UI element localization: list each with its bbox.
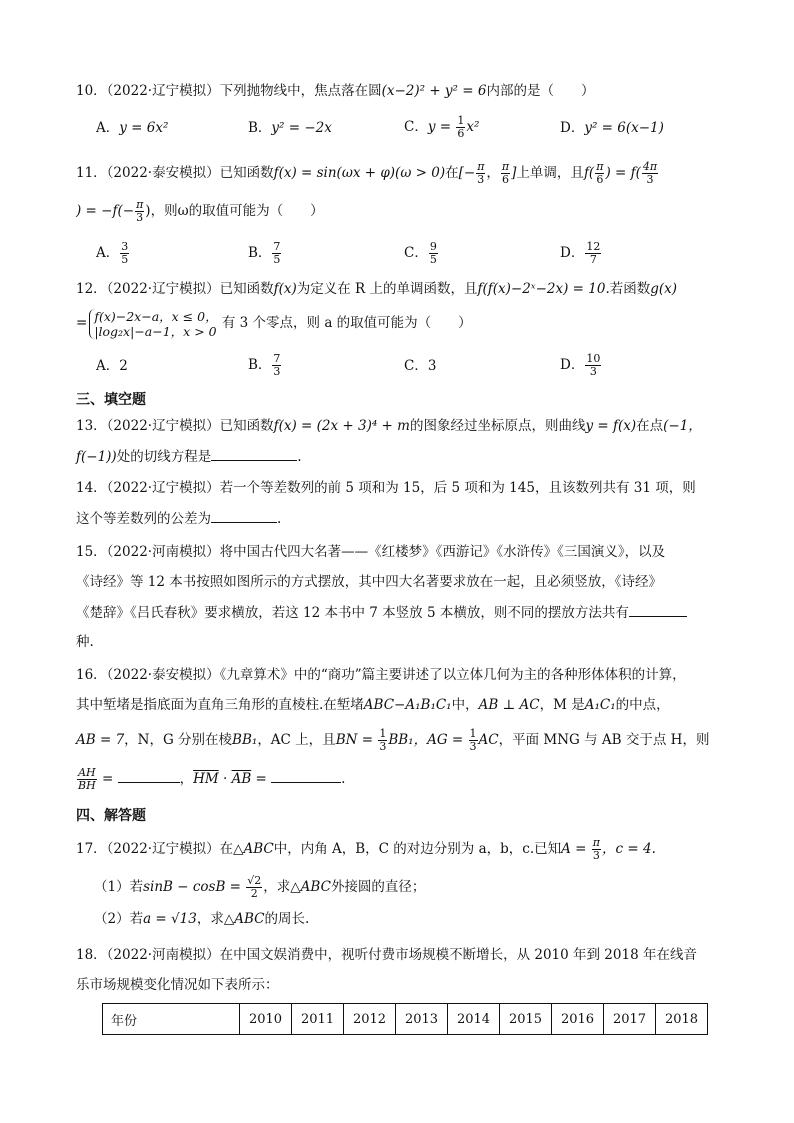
q16-one-a: 1 (379, 727, 387, 740)
table-header-year: 年份 (103, 1004, 240, 1035)
q11-f-close: ) (605, 165, 611, 181)
q11-frac-pi3b (135, 199, 144, 224)
q11-pi-b: π (501, 160, 510, 173)
q16-end: . (341, 771, 346, 787)
q10-option-a-expr: y = 6x² (119, 120, 169, 136)
q16-prism: ABC−A₁B₁C₁ (363, 697, 452, 713)
q16-text-g: ，平面 MNG 与 AB 交于点 H，则 (498, 732, 710, 748)
q11-option-a-num: 3 (121, 240, 129, 253)
q11-option-b-num: 7 (273, 240, 281, 253)
q15-line3 (76, 602, 687, 623)
table-cell-year: 2011 (292, 1004, 344, 1035)
q10-option-b-label: B． (248, 120, 272, 136)
q11-pi-d: π (136, 198, 144, 211)
q16-ah: AH (78, 766, 96, 779)
q12-option-b-frac (272, 353, 281, 378)
q17-p2-expr: a = √13 (143, 911, 197, 927)
table-cell-year: 2010 (240, 1004, 292, 1035)
q16-ab7: AB = 7 (76, 732, 125, 748)
q12-gx: g(x) (650, 281, 678, 297)
q17-text-a: 17．（2022·辽宁模拟）在 (76, 841, 234, 857)
q15-answer-blank[interactable] (629, 602, 687, 617)
q10-option-b-expr: y² = −2x (271, 120, 332, 136)
q11-option-a (96, 238, 130, 268)
q13-text-c: 在点 (636, 418, 664, 434)
q16-answer-blank-1[interactable] (118, 768, 180, 783)
q16-frac-third-b (469, 728, 478, 753)
q16-text-f: ，AC 上，且 (257, 732, 336, 748)
q17-p2-label: （2）若 (94, 911, 144, 927)
q11-option-c-frac (429, 241, 438, 266)
q11-frac-pi6 (501, 161, 510, 186)
q10-option-c-label: C． (404, 119, 428, 135)
q14-line2 (76, 508, 281, 529)
q11-option-d-frac (585, 241, 601, 266)
q12-text-a: 12．（2022·辽宁模拟）已知函数 (76, 281, 274, 297)
q12-option-c-expr: 3 (427, 358, 437, 374)
q13-curve: y = f(x) (585, 418, 637, 434)
q10-option-a (96, 118, 168, 138)
q14-line1: 14．（2022·辽宁模拟）若一个等差数列的前 5 项和为 15，后 5 项和为 145，且该数列共有 31 项，则 (76, 480, 696, 496)
q13-end: . (297, 449, 302, 465)
q16-line4 (76, 764, 345, 794)
q11-option-b-label: B． (248, 245, 272, 261)
q16-line1: 16．（2022·泰安模拟）《九章算术》中的“商功”篇主要讲述了以立体几何为主的各种形体体积的计算， (76, 667, 686, 683)
q17-pi: π (592, 836, 601, 849)
q10-option-c-den: 6 (457, 127, 465, 140)
q11-in: 在 (445, 165, 459, 181)
q13-line1 (76, 416, 702, 436)
q13-func: f(x) = (2x + 3)⁴ + m (273, 418, 410, 434)
q17-three: 3 (592, 849, 600, 862)
q15-line1: 15．（2022·河南模拟）将中国古代四大名著——《红楼梦》《西游记》《水浒传》《三国演义》，以及 (76, 544, 666, 560)
q10-option-d (560, 118, 664, 138)
table-cell-year: 2012 (344, 1004, 396, 1035)
q11-comma: ， (486, 165, 500, 181)
q12-option-b-num: 7 (273, 352, 281, 365)
q11-four-pi: 4π (642, 160, 658, 173)
q10-option-c-num: 1 (457, 114, 465, 127)
q10-option-c (404, 112, 479, 142)
q17-triangle: △ABC (233, 841, 274, 857)
q12-text-c: 若函数 (609, 281, 651, 297)
q17-sqrt2: √2 (247, 874, 262, 887)
q12-option-b-den: 3 (273, 365, 281, 378)
q12-option-a-label: A． (96, 358, 120, 374)
q12-case1: f(x)−2x−a，x ≤ 0， (94, 308, 218, 324)
q16-text-e: ，N，G 分别在棱 (124, 732, 233, 748)
q10-option-a-label: A． (96, 120, 120, 136)
q16-vec-ab: $\overline{AB}$ (231, 771, 252, 787)
q18-table (102, 1003, 708, 1035)
q11-stem-line2 (76, 196, 324, 226)
q16-text-a: 其中堑堵是指底面为直角三角形的直棱柱.在堑堵 (76, 697, 364, 713)
table-cell-year: 2017 (604, 1004, 656, 1035)
q11-line2-b: )，则ω的取值可能为（ ） (145, 203, 324, 219)
table-cell-year: 2015 (500, 1004, 552, 1035)
q17-triangle-b: △ABC (290, 879, 331, 895)
q10-stem (76, 81, 594, 101)
q18-line1: 18．（2022·河南模拟）在中国文娱消费中，视听付费市场规模不断增长，从 2010 年到 2018 年在线音 (76, 947, 697, 963)
q12-case2: |log₂x|−a−1，x > 0 (94, 323, 217, 339)
q16-answer-blank-2[interactable] (271, 768, 341, 783)
q12-option-a (96, 356, 128, 376)
q12-cond: f(f(x)−2ˣ−2x) = 10. (477, 281, 610, 297)
q11-six-a: 6 (502, 173, 510, 186)
q17-text-b: 中，内角 A，B，C 的对边分别为 a，b，c.已知 (273, 841, 562, 857)
q12-text-b: 为定义在 R 上的单调函数，且 (296, 281, 478, 297)
q17-p2-c: 的周长. (264, 911, 310, 927)
q17-line1 (76, 834, 656, 864)
q10-option-c-frac (456, 115, 465, 140)
q10-option-c-pre: y = (427, 119, 456, 135)
q13-answer-blank[interactable] (211, 446, 297, 461)
q16-perp: AB ⊥ AC (478, 697, 540, 713)
q12-eq: = (76, 315, 88, 331)
q13-line2 (76, 446, 302, 467)
q12-option-d-frac (585, 353, 601, 378)
q12-piecewise (89, 309, 217, 339)
q16-three-b: 3 (469, 740, 477, 753)
q13-text-a: 13．（2022·辽宁模拟）已知函数 (76, 418, 274, 434)
q11-option-a-label: A． (96, 245, 120, 261)
q17-c4: ，c = 4. (602, 841, 656, 857)
q11-func: f(x) = sin(ωx + φ)(ω > 0) (273, 165, 446, 181)
q11-option-c-label: C． (404, 245, 428, 261)
q11-option-c-den: 5 (429, 253, 437, 266)
q10-text-b: 内部的是（ ） (486, 83, 595, 99)
q11-text-a: 11．（2022·泰安模拟）已知函数 (76, 165, 274, 181)
q10-circle-eq: (x−2)² + y² = 6 (381, 83, 487, 99)
q12-stem-line2 (76, 303, 472, 343)
q12-option-d (560, 350, 602, 380)
table-cell-year: 2018 (656, 1004, 708, 1035)
q16-text-b: 中， (451, 697, 479, 713)
q16-frac-third-a (378, 728, 387, 753)
q10-option-b (248, 118, 332, 138)
q11-pi-c: π (596, 160, 604, 173)
q11-option-c-num: 9 (429, 240, 437, 253)
q17-frac-sqrt2 (246, 875, 262, 900)
q17-p1-label: （1）若 (94, 879, 144, 895)
q11-f-pre: f( (583, 165, 595, 181)
q12-option-c (404, 356, 436, 376)
q11-option-b-den: 5 (273, 253, 281, 266)
q11-eq: = f( (610, 165, 641, 181)
q11-option-b (248, 238, 282, 268)
q11-six-b: 6 (596, 173, 604, 186)
q11-option-a-den: 5 (121, 253, 129, 266)
q15-line2: 《诗经》等 12 本书按照如图所示的方式摆放，其中四大名著要求放在一起，且必须竖放，《诗经》 (76, 574, 663, 590)
q15-line4: 种. (76, 634, 94, 650)
q17-p2-b: ，求 (196, 911, 224, 927)
q16-bn: BN = (335, 732, 378, 748)
q11-option-d-den: 7 (589, 253, 597, 266)
table-cell-year: 2013 (396, 1004, 448, 1035)
q11-line2-a: ) = −f(− (76, 203, 135, 219)
q11-option-c (404, 238, 439, 268)
q16-line3 (76, 725, 709, 755)
q11-option-d-num: 12 (586, 240, 601, 253)
q17-p1-b: ，求 (263, 879, 291, 895)
q16-frac-ahbh (77, 767, 97, 792)
q16-eq-b: = (251, 771, 272, 787)
q11-frac-4pi3 (642, 161, 658, 186)
q12-option-b (248, 350, 282, 380)
q16-line2 (76, 695, 670, 715)
q16-one-b: 1 (469, 727, 477, 740)
q11-option-d-label: D． (560, 245, 585, 261)
q11-stem (76, 156, 659, 190)
q16-ag: ，AG = (413, 732, 468, 748)
q16-bb1b: BB₁ (388, 732, 414, 748)
q12-option-d-den: 3 (589, 365, 597, 378)
q17-triangle-c: △ABC (223, 911, 265, 927)
q12-text-d: 有 3 个零点，则 a 的取值可能为（ ） (221, 315, 472, 331)
q11-option-d (560, 238, 602, 268)
q11-frac-pi3 (476, 161, 485, 186)
q16-a1c1: A₁C₁ (584, 697, 616, 713)
q10-option-d-label: D． (560, 120, 585, 136)
q11-interval-pre: [− (458, 165, 476, 181)
q11-option-b-frac (272, 241, 281, 266)
q17-p1-expr: sinB − cosB = (143, 879, 246, 895)
q16-bb1: BB₁ (232, 732, 258, 748)
section-heading-fill-blank: 三、填空题 (76, 392, 146, 408)
q17-a-eq: A = (561, 841, 591, 857)
q12-option-c-label: C． (404, 358, 428, 374)
q10-text-a: 10．（2022·辽宁模拟）下列抛物线中，焦点落在圆 (76, 83, 382, 99)
q12-stem (76, 279, 677, 299)
q11-interval-post: ] (511, 165, 517, 181)
q13-text-d: 处的切线方程是 (116, 449, 212, 465)
q14-end: . (277, 511, 282, 527)
section-heading-answer: 四、解答题 (76, 808, 146, 824)
q13-text-b: 的图象经过坐标原点，则曲线 (409, 418, 586, 434)
q11-three-c: 3 (136, 211, 144, 224)
q11-option-a-frac (120, 241, 129, 266)
q11-pi-a: π (477, 160, 485, 173)
q16-three-a: 3 (379, 740, 387, 753)
q11-text-b: 上单调，且 (516, 165, 584, 181)
q16-text-d: 的中点， (615, 697, 670, 713)
q12-option-a-expr: 2 (119, 358, 128, 374)
q13-point-b: f(−1)) (76, 449, 117, 465)
q11-three-b: 3 (646, 173, 654, 186)
table-cell-year: 2014 (448, 1004, 500, 1035)
q10-option-c-post: x² (466, 119, 480, 135)
q17-part1 (94, 872, 425, 902)
q16-ac: AC (478, 732, 499, 748)
q17-part2 (94, 909, 309, 929)
q16-sep: ， (179, 771, 194, 787)
q12-option-b-label: B． (248, 357, 272, 373)
q15-text: 《楚辞》《吕氏春秋》要求横放，若这 12 本书中 7 本竖放 5 本横放，则不同的摆放方法共有 (76, 605, 629, 621)
q18-line2: 乐市场规模变化情况如下表所示： (76, 977, 279, 993)
q12-option-d-label: D． (560, 357, 585, 373)
q13-point: (−1， (663, 418, 702, 434)
q12-fx: f(x) (273, 281, 297, 297)
q16-dot: · (218, 771, 232, 787)
q16-vec-hm: $\overline{HM}$ (193, 771, 219, 787)
q16-bh: BH (78, 779, 96, 792)
q12-option-d-num: 10 (586, 352, 601, 365)
table-row (103, 1004, 708, 1035)
q11-frac-pi6b (595, 161, 604, 186)
q10-option-d-expr: y² = 6(x−1) (584, 120, 664, 136)
q16-eq: = (97, 771, 118, 787)
table-cell-year: 2016 (552, 1004, 604, 1035)
q17-frac-pi3 (592, 837, 601, 862)
q17-two: 2 (250, 887, 258, 900)
q11-three-a: 3 (477, 173, 485, 186)
q17-p1-c: 外接圆的直径； (330, 879, 426, 895)
q14-text: 这个等差数列的公差为 (76, 511, 211, 527)
q14-answer-blank[interactable] (211, 508, 277, 523)
q16-text-c: ，M 是 (539, 697, 585, 713)
